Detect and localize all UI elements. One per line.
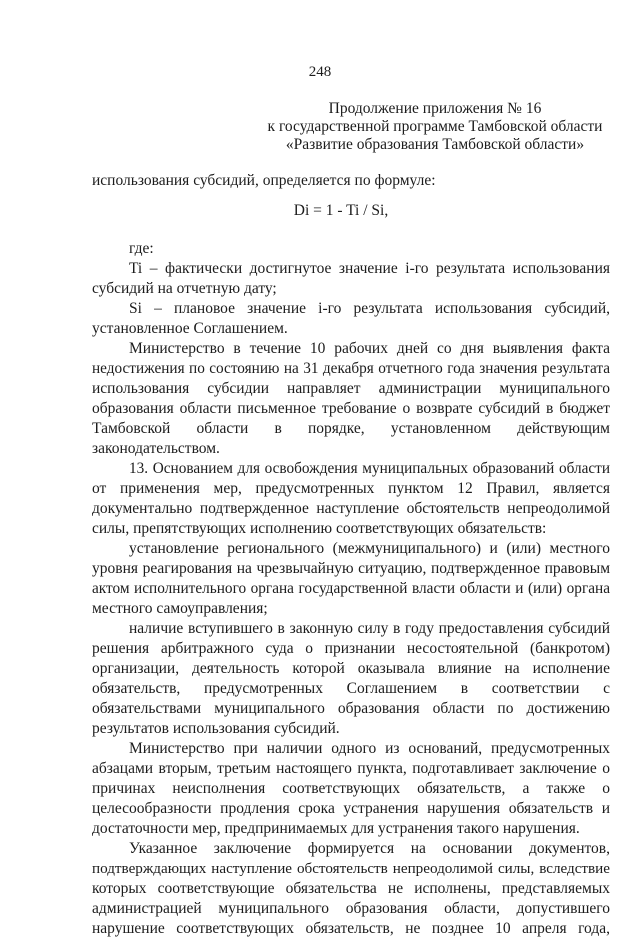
text-line: законодательством.	[92, 440, 220, 457]
text-line: силы, препятствующих исполнению соответствующих обязательств:	[92, 520, 547, 537]
text-line: Указанное заключение формируется на основании документов,	[129, 840, 610, 857]
text-line: от применения мер, предусмотренных пунктом 12 Правил, является	[92, 480, 610, 497]
text-line: которых соответствующие обязательства не исполнены, представляемых	[92, 880, 610, 897]
formula: Di = 1 - Ti / Si,	[293, 202, 389, 219]
text-line: результатов использования субсидий.	[92, 720, 340, 737]
text-line: Ti – фактически достигнутое значение i-го результата использования	[129, 260, 610, 277]
text-line: актом исполнительного органа государственной власти области и (или) органа	[92, 580, 610, 597]
intro-text: использования субсидий, определяется по формуле:	[92, 172, 436, 189]
text-line: причинах неисполнения соответствующих обязательств, а также о	[92, 780, 610, 797]
text-line: Тамбовской области в порядке, установленном действующим	[92, 420, 610, 437]
text-line: администрацией муниципального образования области, допустившего	[92, 900, 610, 917]
text-line: недостижения по состоянию на 31 декабря отчетного года значения результата	[92, 360, 610, 377]
text-line: организации, деятельность которой оказывала влияние на исполнение	[92, 660, 610, 677]
text-line: местного самоуправления;	[92, 600, 268, 617]
text-line: решения арбитражного суда о признании несостоятельной (банкротом)	[92, 640, 610, 657]
text-line: документально подтвержденное наступление обстоятельств непреодолимой	[92, 500, 610, 517]
body-text	[92, 239, 610, 939]
header-line-3: «Развитие образования Тамбовской области»	[285, 136, 585, 153]
text-line: целесообразности продления срока устранения нарушения обязательств и	[92, 800, 610, 817]
text-line: абзацами вторым, третьим настоящего пункта, подготавливает заключение о	[92, 760, 610, 777]
text-line: уровня реагирования на чрезвычайную ситуацию, подтвержденное правовым	[92, 560, 610, 577]
text-line: обязательств, предусмотренных Соглашением в соответствии с	[92, 680, 610, 697]
page-number: 248	[308, 64, 332, 80]
text-line: достаточности мер, предпринимаемых для устранения такого нарушения.	[92, 820, 580, 837]
header-line-2: к государственной программе Тамбовской области	[267, 118, 603, 135]
appendix-header	[250, 100, 620, 154]
text-line: использования субсидии направляет администрации муниципального	[92, 380, 610, 397]
text-line: Si – плановое значение i-го результата использования субсидий,	[129, 300, 610, 317]
text-line: обязательствами муниципального образования области по достижению	[92, 700, 610, 717]
text-line: субсидий на отчетную дату;	[92, 280, 277, 297]
text-line: наличие вступившего в законную силу в году предоставления субсидий	[129, 620, 610, 637]
text-line: установленное Соглашением.	[92, 320, 288, 337]
text-line: Министерство в течение 10 рабочих дней со дня выявления факта	[129, 340, 610, 357]
text-line: 13. Основанием для освобождения муниципальных образований области	[129, 460, 610, 477]
header-line-1: Продолжение приложения № 16	[328, 100, 542, 117]
text-line: Министерство при наличии одного из оснований, предусмотренных	[129, 740, 610, 757]
text-line: образования области письменное требование о возврате субсидий в бюджет	[92, 400, 610, 417]
text-line: нарушение соответствующих обязательств, не позднее 10 апреля года,	[92, 920, 610, 937]
text-line: установление регионального (межмуниципального) и (или) местного	[129, 540, 610, 557]
text-line: где:	[129, 240, 154, 257]
text-line: подтверждающих наступление обстоятельств непреодолимой силы, вследствие	[92, 861, 610, 877]
